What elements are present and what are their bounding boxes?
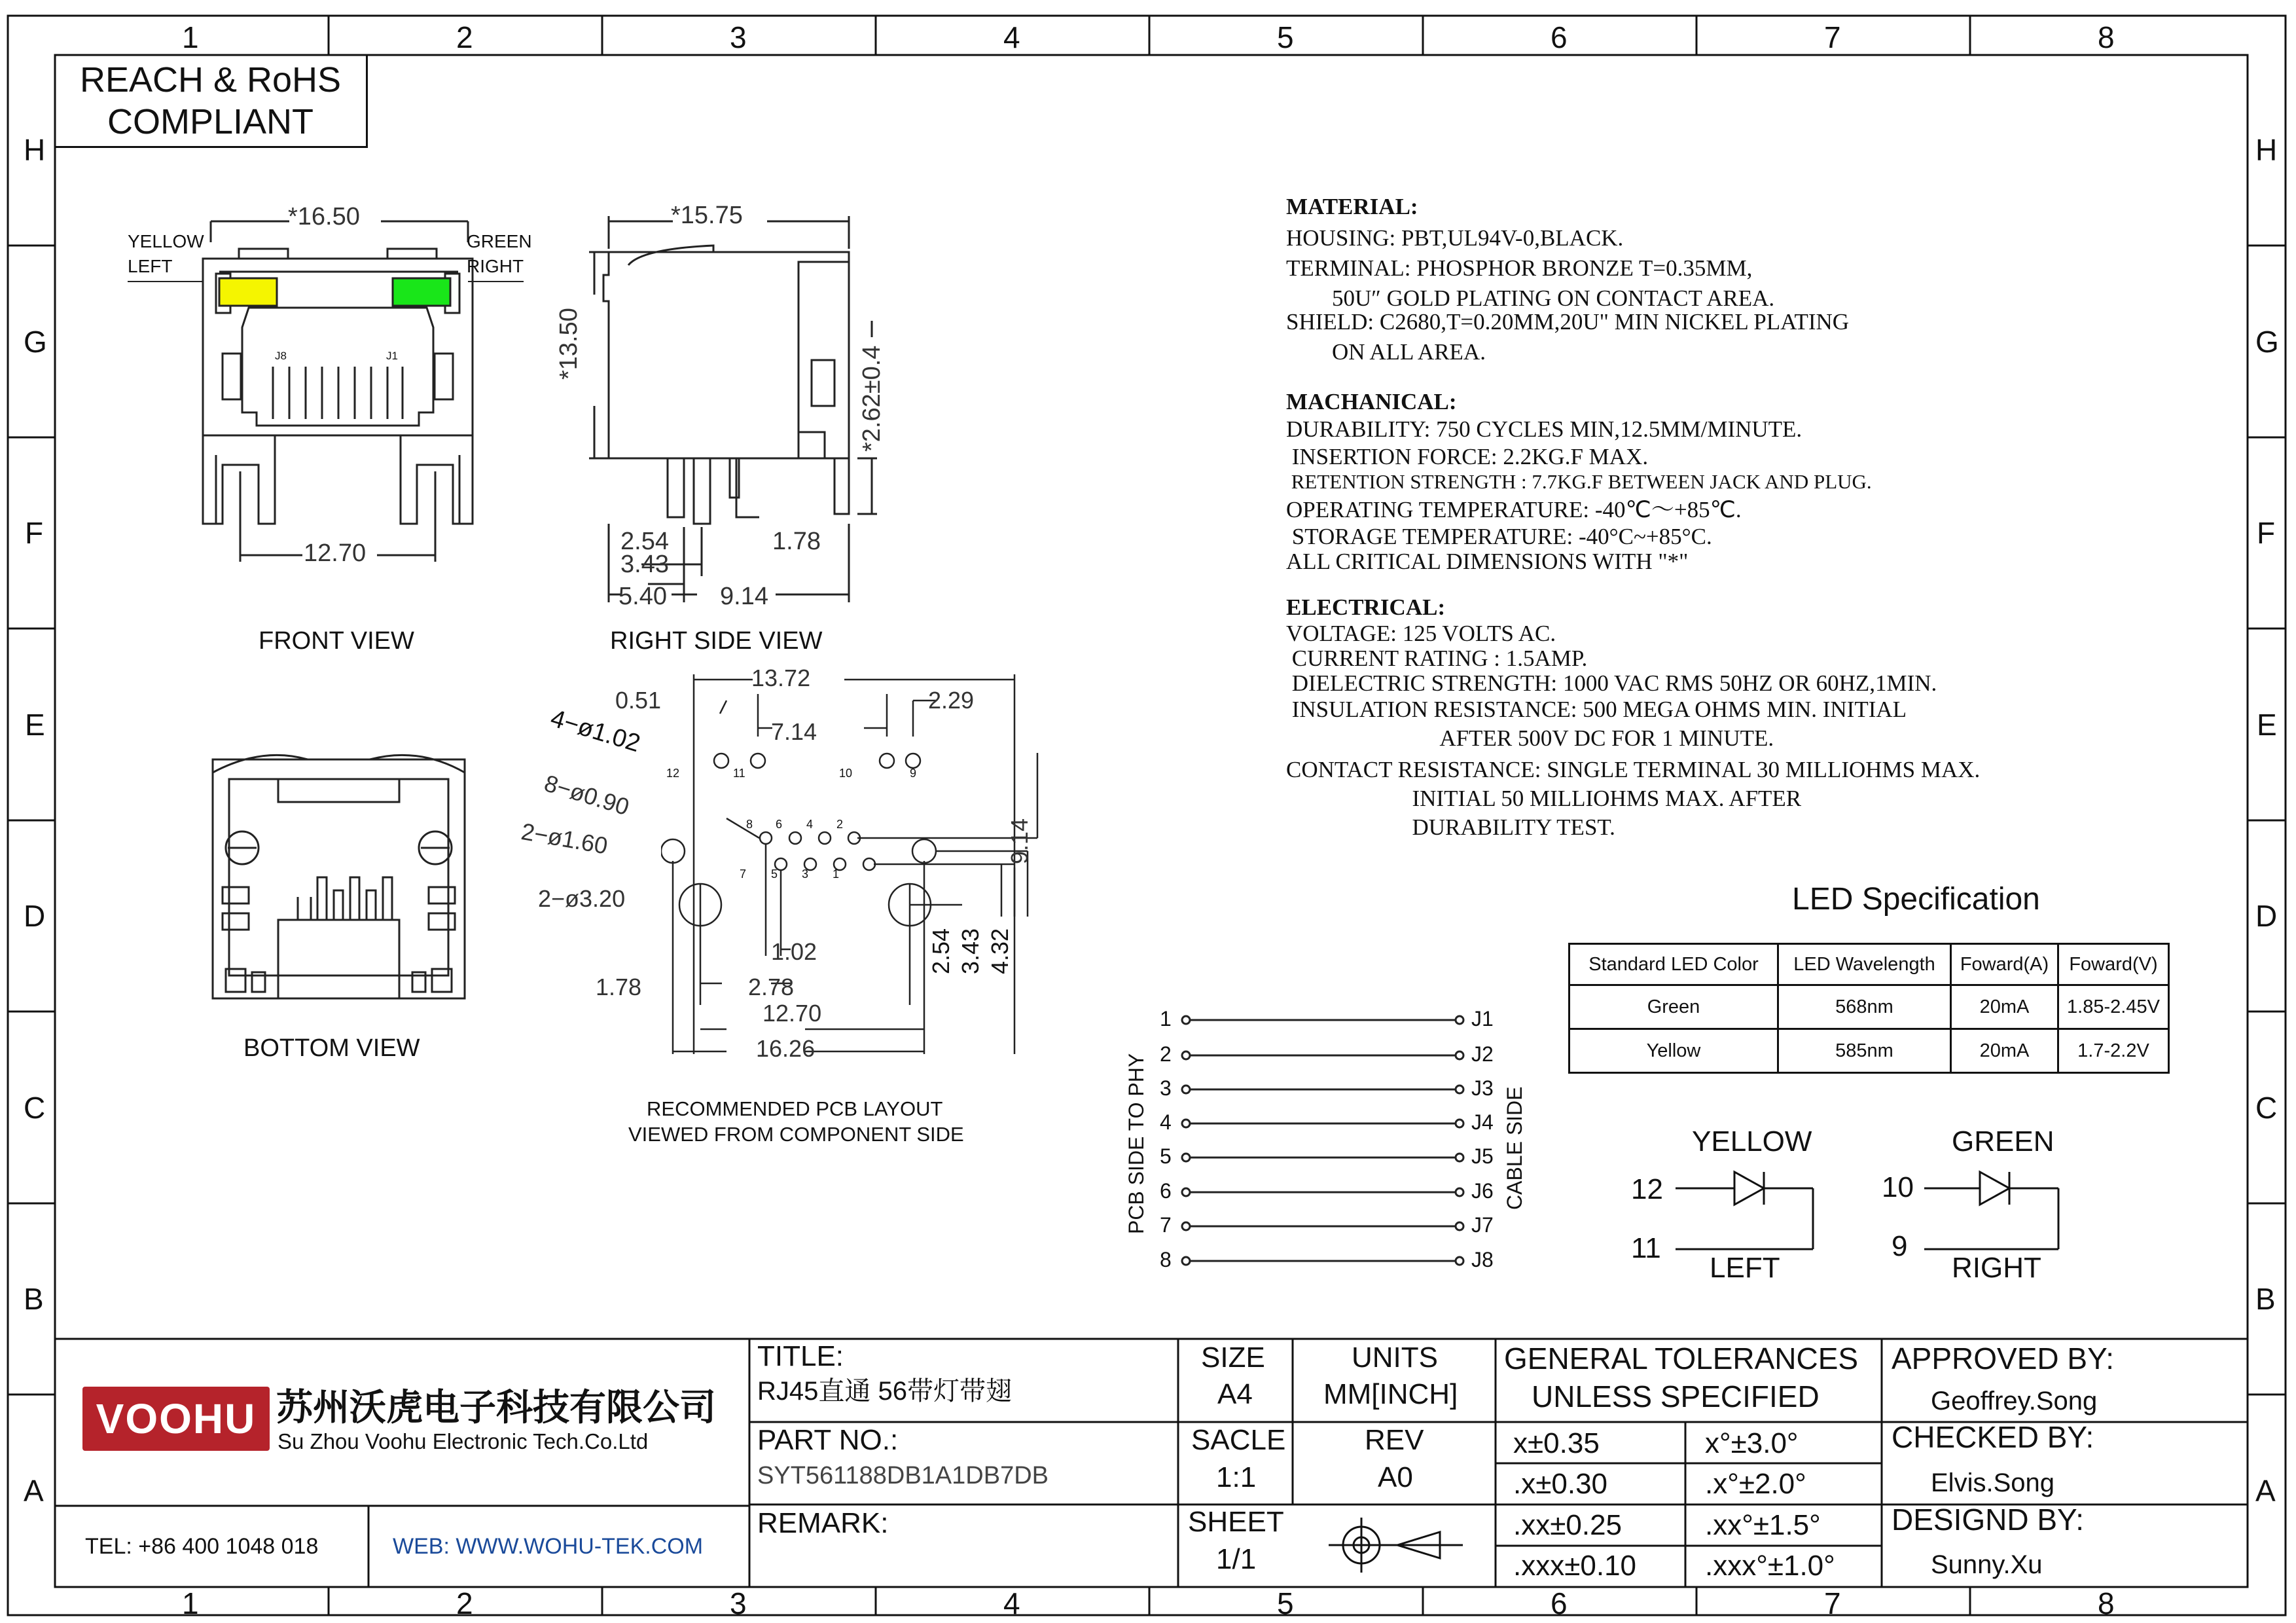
row-label: E xyxy=(25,708,45,742)
scale-label: SACLE xyxy=(1191,1424,1286,1456)
tolerance-angular: .xx°±1.5° xyxy=(1705,1509,1821,1541)
column-header: Foward(V) xyxy=(2058,944,2169,985)
tolerances-title-1: GENERAL TOLERANCES xyxy=(1504,1341,1859,1376)
column-label: 3 xyxy=(730,20,747,54)
pcb-dim-2-holes-320: 2−ø3.20 xyxy=(538,885,626,912)
material-heading: MATERIAL: xyxy=(1286,194,1418,219)
table-cell: Yellow xyxy=(1570,1029,1778,1073)
row-label: C xyxy=(24,1091,46,1125)
sheet-value: 1/1 xyxy=(1216,1543,1257,1575)
electrical-line: AFTER 500V DC FOR 1 MINUTE. xyxy=(1286,725,1774,751)
logo-text: VOOHU xyxy=(96,1395,257,1442)
led-yellow-anode: 12 xyxy=(1631,1173,1663,1205)
column-label: 2 xyxy=(456,1586,473,1620)
company-name-en: Su Zhou Voohu Electronic Tech.Co.Ltd xyxy=(278,1429,649,1453)
front-dim-width: *16.50 xyxy=(288,203,360,230)
jack-pin: J7 xyxy=(1471,1213,1494,1237)
jack-pin: J6 xyxy=(1471,1179,1494,1203)
compliance-line-2: COMPLIANT xyxy=(107,102,314,141)
units-value: MM[INCH] xyxy=(1323,1378,1458,1410)
pcb-pin-label: 11 xyxy=(733,767,745,780)
side-dim-standoff: *2.62±0.4 xyxy=(858,345,886,452)
row-label: G xyxy=(24,325,47,359)
led-yellow-side: LEFT xyxy=(1710,1252,1780,1284)
pcb-pin-label: 12 xyxy=(666,767,680,780)
pcb-dim-16-26: 16.26 xyxy=(756,1035,816,1062)
pin-number: 2 xyxy=(1160,1042,1172,1066)
side-dim-e: 9.14 xyxy=(720,583,768,610)
electrical-line: CURRENT RATING : 1.5AMP. xyxy=(1286,646,1588,671)
mechanical-heading: MACHANICAL: xyxy=(1286,389,1457,414)
row-label: D xyxy=(24,899,46,933)
mechanical-line: ALL CRITICAL DIMENSIONS WITH "*" xyxy=(1286,549,1689,574)
row-label: A xyxy=(24,1474,44,1508)
electrical-line: INSULATION RESISTANCE: 500 MEGA OHMS MIN. INITIAL xyxy=(1286,697,1907,722)
pin-number: 5 xyxy=(1160,1144,1172,1168)
column-label: 4 xyxy=(1003,20,1020,54)
pcb-dim-2-holes-160: 2−ø1.60 xyxy=(519,818,610,860)
electrical-heading: ELECTRICAL: xyxy=(1286,594,1446,620)
table-cell: 1.7-2.2V xyxy=(2058,1029,2169,1073)
table-cell: Green xyxy=(1570,985,1778,1029)
pcb-dim-3-43: 3.43 xyxy=(957,928,984,974)
jack-pin: J2 xyxy=(1471,1042,1494,1066)
pcb-pin-label: 6 xyxy=(776,818,783,831)
pcb-dim-0-51: 0.51 xyxy=(615,687,662,714)
voohu-logo xyxy=(82,1387,270,1451)
units-label: UNITS xyxy=(1352,1341,1438,1374)
pcb-dim-2-29: 2.29 xyxy=(928,687,975,714)
pcb-dim-13-72: 13.72 xyxy=(751,665,811,691)
pcb-pin-label: 3 xyxy=(802,867,809,881)
pcb-side-label: PCB SIDE TO PHY xyxy=(1124,1053,1148,1234)
front-view-caption: FRONT VIEW xyxy=(259,627,414,655)
checked-label: CHECKED BY: xyxy=(1892,1420,2094,1454)
column-label: 4 xyxy=(1003,1586,1020,1620)
tolerance-angular: x°±3.0° xyxy=(1705,1427,1799,1459)
column-label: 8 xyxy=(2098,20,2115,54)
side-dim-c: 3.43 xyxy=(620,551,669,578)
column-label: 3 xyxy=(730,1586,747,1620)
pcb-pin-label: 8 xyxy=(746,818,753,831)
pin-number: 4 xyxy=(1160,1110,1172,1134)
table-cell: 585nm xyxy=(1778,1029,1951,1073)
column-label: 7 xyxy=(1824,1586,1841,1620)
row-label: F xyxy=(25,516,44,550)
electrical-line: INITIAL 50 MILLIOHMS MAX. AFTER xyxy=(1286,786,1802,811)
part-no-label: PART NO.: xyxy=(757,1424,899,1456)
row-label: F xyxy=(2257,516,2276,550)
pcb-pin-label: 1 xyxy=(833,867,840,881)
tolerance-angular: .x°±2.0° xyxy=(1705,1468,1806,1500)
size-label: SIZE xyxy=(1201,1341,1265,1374)
jack-pin: J3 xyxy=(1471,1076,1494,1100)
material-line: HOUSING: PBT,UL94V-0,BLACK. xyxy=(1286,225,1624,251)
pcb-dim-4-32: 4.32 xyxy=(986,928,1013,974)
pcb-pin-label: 9 xyxy=(910,767,917,780)
pcb-dim-1-02: 1.02 xyxy=(771,938,817,965)
row-label: B xyxy=(24,1282,44,1316)
tolerance-linear: .xxx±0.10 xyxy=(1513,1550,1637,1582)
pcb-pin-label: 2 xyxy=(836,818,844,831)
jack-pin: J8 xyxy=(1471,1248,1494,1271)
electrical-line: VOLTAGE: 125 VOLTS AC. xyxy=(1286,621,1556,646)
front-yellow-label: YELLOW xyxy=(128,231,204,251)
pcb-dim-12-70: 12.70 xyxy=(762,1000,822,1027)
remark-label: REMARK: xyxy=(757,1507,889,1539)
table-cell: 20mA xyxy=(1951,985,2058,1029)
jack-pin: J5 xyxy=(1471,1144,1494,1168)
pcb-pin-label: 5 xyxy=(771,867,778,881)
column-label: 2 xyxy=(456,20,473,54)
column-label: 5 xyxy=(1277,1586,1294,1620)
tolerances-title-2: UNLESS SPECIFIED xyxy=(1532,1379,1820,1413)
column-header: Standard LED Color xyxy=(1570,944,1778,985)
electrical-line: DIELECTRIC STRENGTH: 1000 VAC RMS 50HZ OR 60HZ,1MIN. xyxy=(1286,670,1937,696)
front-dim-pitch: 12.70 xyxy=(304,539,367,567)
pcb-dim-9-14: 9.14 xyxy=(1006,818,1033,864)
jack-pin: J1 xyxy=(1471,1007,1494,1030)
column-label: 6 xyxy=(1551,1586,1568,1620)
led-green-anode: 10 xyxy=(1882,1171,1914,1203)
bottom-view-caption: BOTTOM VIEW xyxy=(243,1034,420,1062)
front-j8-label: J8 xyxy=(275,350,287,362)
column-label: 1 xyxy=(182,1586,199,1620)
led-yellow-title: YELLOW xyxy=(1692,1125,1812,1158)
checked-value: Elvis.Song xyxy=(1931,1468,2054,1497)
pin-number: 3 xyxy=(1160,1076,1172,1100)
led-green-title: GREEN xyxy=(1952,1125,2054,1158)
pcb-pin-label: 10 xyxy=(839,767,853,780)
side-dim-a: 2.54 xyxy=(620,528,669,555)
rev-label: REV xyxy=(1365,1424,1424,1456)
tolerance-linear: x±0.35 xyxy=(1513,1427,1600,1459)
mechanical-line: STORAGE TEMPERATURE: -40°C~+85°C. xyxy=(1286,524,1712,549)
mechanical-line: OPERATING TEMPERATURE: -40℃～+85℃. xyxy=(1286,497,1742,522)
column-header: LED Wavelength xyxy=(1778,944,1951,985)
title-value: RJ45直通 56带灯带翅 xyxy=(757,1377,1012,1406)
pcb-caption-line-2: VIEWED FROM COMPONENT SIDE xyxy=(628,1123,964,1146)
column-header: Foward(A) xyxy=(1951,944,2058,985)
scale-value: 1:1 xyxy=(1216,1461,1257,1493)
electrical-line: DURABILITY TEST. xyxy=(1286,814,1615,840)
mechanical-line: RETENTION STRENGTH : 7.7KG.F BETWEEN JACK AND PLUG. xyxy=(1286,470,1872,493)
size-value: A4 xyxy=(1217,1378,1253,1410)
column-label: 5 xyxy=(1277,20,1294,54)
led-green-cathode: 9 xyxy=(1892,1230,1908,1262)
designed-value: Sunny.Xu xyxy=(1931,1550,2043,1579)
side-dim-b: 1.78 xyxy=(772,528,821,555)
designed-label: DESIGND BY: xyxy=(1892,1503,2084,1537)
compliance-line-1: REACH & RoHS xyxy=(79,60,342,100)
pcb-caption-line-1: RECOMMENDED PCB LAYOUT xyxy=(647,1097,943,1120)
material-line: SHIELD: C2680,T=0.20MM,20U" MIN NICKEL PLATING xyxy=(1286,309,1850,335)
row-label: H xyxy=(24,133,46,167)
title-label: TITLE: xyxy=(757,1340,844,1372)
rev-value: A0 xyxy=(1378,1461,1413,1493)
pcb-dim-2-54: 2.54 xyxy=(927,928,954,974)
front-left-label: LEFT xyxy=(128,256,173,276)
table-cell: 568nm xyxy=(1778,985,1951,1029)
table-cell: 1.85-2.45V xyxy=(2058,985,2169,1029)
pin-number: 1 xyxy=(1160,1007,1172,1030)
pcb-pin-label: 4 xyxy=(806,818,814,831)
jack-pin: J4 xyxy=(1471,1110,1494,1134)
column-label: 1 xyxy=(182,20,199,54)
projection-symbol-icon xyxy=(1329,1518,1463,1573)
pin-number: 7 xyxy=(1160,1213,1172,1237)
side-dim-height: *13.50 xyxy=(555,308,583,380)
led-spec-title: LED Specification xyxy=(1792,882,2040,917)
tolerance-linear: .xx±0.25 xyxy=(1513,1509,1623,1541)
material-line: TERMINAL: PHOSPHOR BRONZE T=0.35MM, xyxy=(1286,255,1753,281)
sheet-label: SHEET xyxy=(1188,1506,1284,1538)
pcb-dim-2-78: 2.78 xyxy=(748,974,795,1000)
pcb-dim-8-holes: 8−ø0.90 xyxy=(541,769,633,821)
company-name-cn: 苏州沃虎电子科技有限公司 xyxy=(276,1387,716,1428)
side-dim-depth: *15.75 xyxy=(671,202,743,229)
material-line: ON ALL AREA. xyxy=(1286,339,1486,365)
row-label: E xyxy=(2257,708,2277,742)
pcb-dim-4-holes: 4−ø1.02 xyxy=(547,704,643,758)
row-label: C xyxy=(2255,1091,2278,1125)
side-dim-d: 5.40 xyxy=(619,583,667,610)
row-label: A xyxy=(2255,1474,2276,1508)
side-view-caption: RIGHT SIDE VIEW xyxy=(610,627,823,655)
pin-number: 8 xyxy=(1160,1248,1172,1271)
cable-side-label: CABLE SIDE xyxy=(1503,1086,1526,1210)
front-right-label: RIGHT xyxy=(467,256,524,276)
approved-label: APPROVED BY: xyxy=(1892,1341,2115,1376)
mechanical-line: DURABILITY: 750 CYCLES MIN,12.5MM/MINUTE. xyxy=(1286,416,1803,442)
column-label: 7 xyxy=(1824,20,1841,54)
row-label: B xyxy=(2255,1282,2276,1316)
material-line: 50U″ GOLD PLATING ON CONTACT AREA. xyxy=(1286,285,1775,311)
pcb-pin-label: 7 xyxy=(740,867,747,881)
column-label: 6 xyxy=(1551,20,1568,54)
led-yellow-cathode: 11 xyxy=(1631,1232,1661,1264)
led-green-side: RIGHT xyxy=(1952,1252,2041,1284)
front-green-label: GREEN xyxy=(467,231,532,251)
front-j1-label: J1 xyxy=(386,350,398,362)
table-cell: 20mA xyxy=(1951,1029,2058,1073)
part-no-value: SYT561188DB1A1DB7DB xyxy=(757,1462,1049,1489)
electrical-line: CONTACT RESISTANCE: SINGLE TERMINAL 30 MILLIOHMS MAX. xyxy=(1286,757,1981,782)
pcb-dim-1-78: 1.78 xyxy=(596,974,642,1000)
column-label: 8 xyxy=(2098,1586,2115,1620)
pcb-dim-7-14: 7.14 xyxy=(771,718,817,745)
tolerance-linear: .x±0.30 xyxy=(1513,1468,1608,1500)
pin-number: 6 xyxy=(1160,1179,1172,1203)
company-web-link[interactable]: WEB: WWW.WOHU-TEK.COM xyxy=(393,1534,704,1559)
tolerance-angular: .xxx°±1.0° xyxy=(1705,1550,1835,1582)
row-label: G xyxy=(2255,325,2279,359)
row-label: H xyxy=(2255,133,2278,167)
approved-value: Geoffrey.Song xyxy=(1931,1387,2098,1415)
mechanical-line: INSERTION FORCE: 2.2KG.F MAX. xyxy=(1286,444,1649,469)
row-label: D xyxy=(2255,899,2278,933)
company-tel: TEL: +86 400 1048 018 xyxy=(85,1534,319,1559)
